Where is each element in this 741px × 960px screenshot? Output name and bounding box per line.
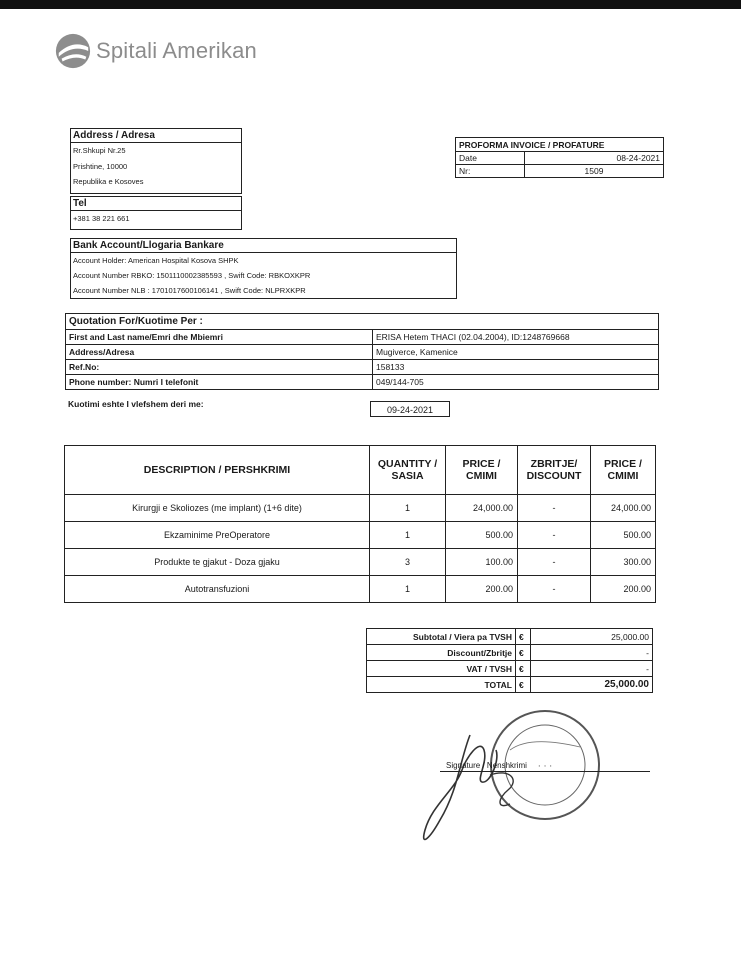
item-quantity: 1 <box>370 495 446 522</box>
table-row <box>65 495 656 522</box>
item-quantity: 1 <box>370 576 446 603</box>
total-currency: € <box>516 677 531 693</box>
quantity-header-line2: SASIA <box>391 470 424 482</box>
item-description: Ekzaminime PreOperatore <box>65 522 370 549</box>
vat-currency: € <box>516 661 531 677</box>
nr-value: 1509 <box>525 165 664 178</box>
item-price: 200.00 <box>446 576 518 603</box>
address-title: Address / Adresa <box>71 129 241 143</box>
discount-value: - <box>531 645 653 661</box>
price-header-line1: PRICE / <box>462 458 501 470</box>
item-description: Kirurgji e Skoliozes (me implant) (1+6 dite) <box>65 495 370 522</box>
proforma-box <box>455 137 664 178</box>
hospital-name: Spitali Amerikan <box>96 38 257 63</box>
bank-line: Account Holder: American Hospital Kosova SHPK <box>73 256 239 265</box>
ref-value: 158133 <box>373 360 659 375</box>
item-quantity: 1 <box>370 522 446 549</box>
item-discount: - <box>518 522 591 549</box>
totals-table <box>366 628 653 693</box>
table-row <box>65 549 656 576</box>
hospital-logo-icon <box>54 32 92 70</box>
subtotal-value: 25,000.00 <box>531 629 653 645</box>
item-total: 24,000.00 <box>591 495 656 522</box>
item-description: Produkte te gjakut - Doza gjaku <box>65 549 370 576</box>
signature-scribble-icon <box>400 720 560 860</box>
ref-label: Ref.No: <box>66 360 373 375</box>
subtotal-label: Subtotal / Viera pa TVSH <box>367 629 516 645</box>
bank-line: Account Number RBKO: 1501110002385593 , Swift Code: RBKOXKPR <box>73 271 311 280</box>
subtotal-currency: € <box>516 629 531 645</box>
validity-value: 09-24-2021 <box>370 401 450 417</box>
address-line: Republika e Kosoves <box>73 177 144 186</box>
bank-title: Bank Account/Llogaria Bankare <box>71 239 456 253</box>
name-value: ERISA Hetem THACI (02.04.2004), ID:1248769668 <box>373 330 659 345</box>
discount-label: Discount/Zbritje <box>367 645 516 661</box>
description-header: DESCRIPTION / PERSHKRIMI <box>65 446 370 495</box>
tel-title: Tel <box>71 197 241 211</box>
total-label: TOTAL <box>367 677 516 693</box>
vat-label: VAT / TVSH <box>367 661 516 677</box>
discount-header <box>518 446 591 495</box>
total-price-header <box>591 446 656 495</box>
discount-header-line1: ZBRITJE/ <box>530 458 578 470</box>
tel-value: +381 38 221 661 <box>73 214 130 223</box>
items-table <box>64 445 656 603</box>
proforma-title: PROFORMA INVOICE / PROFATURE <box>456 138 664 152</box>
address-line: Prishtine, 10000 <box>73 161 128 171</box>
quantity-header <box>370 446 446 495</box>
bank-line: Account Number NLB : 1701017600106141 , Swift Code: NLPRXKPR <box>73 286 306 295</box>
item-discount: - <box>518 495 591 522</box>
price-header-line2: CMIMI <box>466 470 497 482</box>
item-price: 100.00 <box>446 549 518 576</box>
signature-label: Signature / Nenshkrimi <box>446 761 527 770</box>
item-discount: - <box>518 576 591 603</box>
name-label: First and Last name/Emri dhe Mbiemri <box>66 330 373 345</box>
quantity-header-line1: QUANTITY / <box>377 458 438 470</box>
date-value: 08-24-2021 <box>525 152 664 165</box>
item-price: 24,000.00 <box>446 495 518 522</box>
address-box <box>70 128 242 194</box>
quotation-title: Quotation For/Kuotime Per : <box>66 314 659 330</box>
hospital-logo <box>54 32 257 70</box>
bank-box <box>70 238 457 299</box>
item-total: 500.00 <box>591 522 656 549</box>
validity-label: Kuotimi eshte I vlefshem deri me: <box>68 399 204 409</box>
vat-value: - <box>531 661 653 677</box>
nr-label: Nr: <box>456 165 525 178</box>
top-border <box>0 0 741 9</box>
table-row <box>65 576 656 603</box>
item-quantity: 3 <box>370 549 446 576</box>
phone-label: Phone number: Numri I telefonit <box>66 375 373 390</box>
tel-box <box>70 196 242 230</box>
item-discount: - <box>518 549 591 576</box>
quotation-table <box>65 313 659 390</box>
address-line: Rr.Shkupi Nr.25 <box>73 146 126 155</box>
price-header <box>446 446 518 495</box>
svg-text:· · ·: · · · <box>537 762 553 772</box>
phone-value: 049/144-705 <box>373 375 659 390</box>
item-price: 500.00 <box>446 522 518 549</box>
item-total: 200.00 <box>591 576 656 603</box>
table-row <box>65 522 656 549</box>
total-price-header-line1: PRICE / <box>604 458 642 470</box>
item-description: Autotransfuzioni <box>65 576 370 603</box>
discount-currency: € <box>516 645 531 661</box>
signature-line <box>440 771 650 772</box>
date-label: Date <box>456 152 525 165</box>
address-value: Mugiverce, Kamenice <box>373 345 659 360</box>
item-total: 300.00 <box>591 549 656 576</box>
total-price-header-line2: CMIMI <box>607 470 639 482</box>
discount-header-line2: DISCOUNT <box>526 470 582 482</box>
total-value: 25,000.00 <box>531 677 653 693</box>
address-label: Address/Adresa <box>66 345 373 360</box>
